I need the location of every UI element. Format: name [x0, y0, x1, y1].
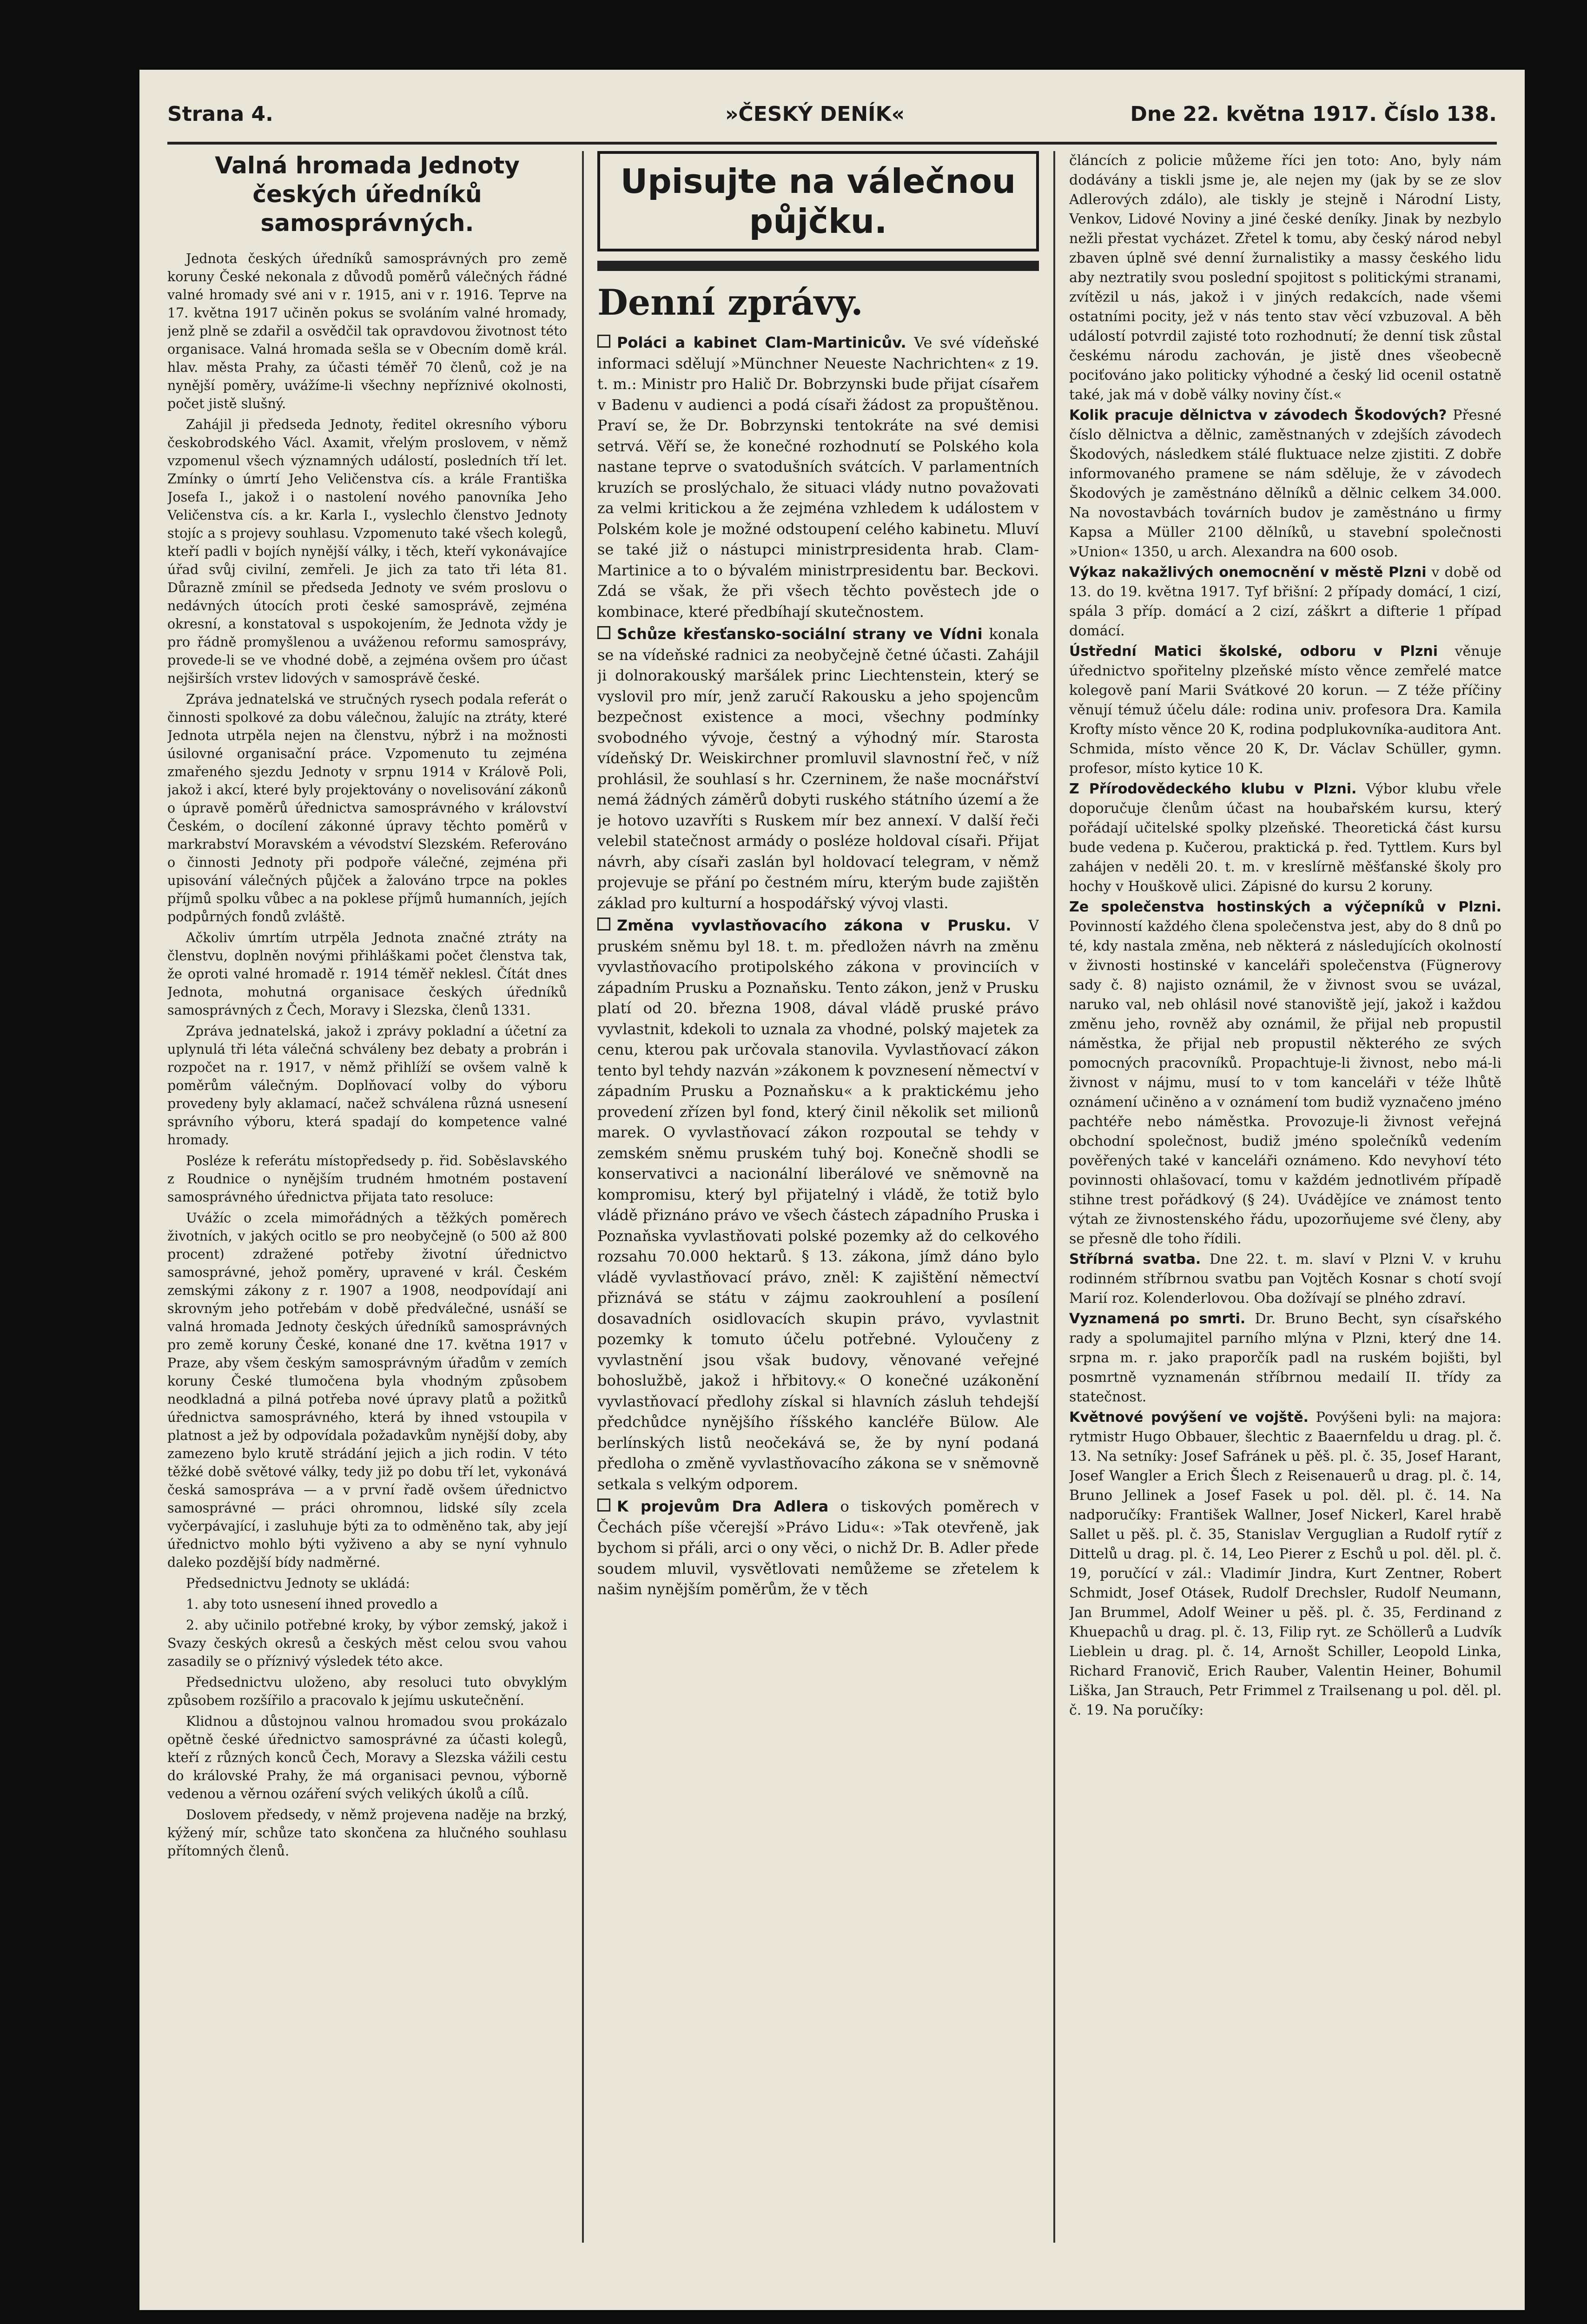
article-body: [167, 250, 567, 1860]
news-list: [597, 332, 1039, 1600]
war-loan-advert: Upisujte na válečnou půjčku.: [597, 151, 1039, 251]
article-paragraph: Předsednictvu Jednoty se ukládá:: [186, 1576, 410, 1591]
news-item: [597, 915, 1039, 1494]
news-item: [597, 1496, 1039, 1600]
article-paragraph: Předsednictvu uloženo, aby resoluci tuto obvyklým způsobem rozšířilo a pracovalo k jejímu uskutečnění.: [167, 1675, 567, 1708]
news-item-title: Poláci a kabinet Clam-Martinicův.: [617, 334, 906, 351]
news-item-text: Povinností každého člena společenstva jest, aby do 8 dnů po té, kdy nastala změna, neb některá z následujících okolností v živnosti hostinské v kanceláři společenstva (Fügnerovy sady č. 8) najisto oznámil, že v živnost svou se uvázal, naruko val, neb ohlásil nové stanoviště její, jakož i každou změnu jeho, rovněž aby oznámil, že přijal neb propustil náměstka, že přijal neb propustil některého ze svých pomocných pracovníků. Propachtuje-li živnost, nebo má-li živnost v nájmu, musí to v tom kanceláři v téže lhůtě oznámení učiněno a v oznámení tom budiž vyznačeno jméno pachtéře nebo náměstka. Provozuje-li živnost veřejná obchodní společnost, budiž jméno společníků vedením pověřených také v kanceláři oznámeno. Kdo nevyhoví této povinnosti ohlašovací, tomu v každém jednotlivém případě stihne trest pořádkový (§ 24). Uvádějíce ve známost tento výtah ze živnostenského řádu, upozorňujeme své členy, aby se přesně dle toho řídili.: [1069, 918, 1501, 1247]
issue-date: Dne 22. května 1917. Číslo 138.: [1130, 102, 1497, 126]
news-item: [597, 332, 1039, 622]
news-item-text: Ve své vídeňské informaci sdělují »Münchner Neueste Nachrichten« z 19. t. m.: Ministr pro Halič Dr. Bobrzynski bude přijat císařem v Badenu v audienci a podá císaři žádost za propuštěnou. Praví se, že Dr. Bobrzynski tentokráte na své demisi setrvá. Věří se, že konečné rozhodnutí se Polského kola nastane teprve o svatodušních svátcích. V parlamentních kruzích se proslýchalo, že situaci vlády nutno považovati za velmi kritickou a že zejména vzhledem k událostem v Polském kole je možné odstoupení celého kabinetu. Mluví se také již o nástupci ministrpresidenta hrab. Clam-Martinice a to o bývalém ministrpresidentu bar. Beckovi. Zdá se však, že při všech těchto pověstech jde o kombinace, které předbíhají skutečnostem.: [597, 334, 1039, 621]
news-item: [1069, 642, 1501, 779]
news-item-title: Z Přírodovědeckého klubu v Plzni.: [1069, 781, 1357, 797]
news-item-text: Povýšeni byli: na majora: rytmistr Hugo Obbauer, šlechtic z Baaernfeldu u drag. pl. č. 13. Na setníky: Josef Safránek u pěš. pl. č. 35, Josef Harant, Josef Wangler a Erich Šlech z Reisenauerů u drag. pl. č. 14, Bruno Jellinek a Josef Fasek u pol. děl. pl. č. 14. Na nadporučíky: František Wallner, Josef Nickerl, Karel hrabě Sallet u pěš. pl. č. 35, Stanislav Verguglian a Rudolf rytíř z Dittelů u drag. pl. č. 14, Leo Pierer z Eschů u pol. děl. pl. č. 19, poručící v zál.: Vladimír Jindra, Kurt Zentner, Robert Schmidt, Josef Otásek, Rudolf Drechsler, Rudolf Neumann, Jan Brummel, Adolf Weiner u pěš. pl. č. 35, Ferdinand z Khuepachů u drag. pl. č. 13, Filip ryt. ze Schöllerů a Ludvík Lieblein u drag. pl. č. 14, Arnošt Schiller, Leopold Linka, Richard Franovič, Erich Rauber, Valentin Heiner, Bohumil Liška, Jan Strauch, Petr Frimmel z Trailsenang u pol. děl. pl. č. 19. Na poručíky:: [1069, 1409, 1501, 1718]
page-number: Strana 4.: [167, 102, 273, 126]
news-item-text: Dne 22. t. m. slaví v Plzni V. v kruhu rodinném stříbrnou svatbu pan Vojtěch Kosnar s chotí svojí Marií roz. Kolenderlovou. Oba dožívají se plného zdraví.: [1069, 1251, 1501, 1307]
article-paragraph: Zahájil ji předseda Jednoty, ředitel okresního výboru českobrodského Václ. Axamit, vřelým proslovem, v němž vzpomenul všech významných událostí, posledních tří let. Zmínky o úmrtí Jeho Veličenstva cís. a krále Františka Josefa I., jakož i o nastolení nového panovníka Jeho Veličenstva cís. a kr. Karla I., vyslechlo členstvo Jednoty stojíc a s projevy souhlasu. Vzpomenuto také všech kolegů, kteří padli v bojích nynější války, i těch, kteří vykonávajíce úřad svůj civilní, zemřeli. Je jich za tato tři léta 81. Důrazně zmínil se předseda Jednoty ve svém proslovu o nedávných útocích proti české samosprávě, zejména okresní, a konstatoval s uspokojením, že Jednota vždy je pro řádně promyšlenou a uváženou reformu samosprávy, provede-li se ve vhodné době, a zejména ovšem pro účast nejširších vrstev lidových v samosprávě české.: [167, 417, 567, 686]
news-item-title: K projevům Dra Adlera: [617, 1498, 829, 1515]
article-paragraph: Doslovem předsedy, v němž projevena naděje na brzký, kýžený mír, schůze tato skončena za hlučného souhlasu přítomných členů.: [167, 1807, 567, 1859]
section-heading: Denní zprávy.: [597, 282, 863, 323]
column-3: [1069, 151, 1501, 2243]
news-item-text: věnuje úřednictvo spořitelny plzeňské místo věnce zemřelé matce kolegově paní Marii Svátkové 20 korun. — Z téže příčiny věnují témuž účelu dále: rodina univ. profesora Dra. Kamila Krofty místo věnce 20 K, rodina podplukovníka-auditora Ant. Schmida, místo věnce 20 K, Dr. Václav Schüller, gymn. profesor, místo kytice 10 K.: [1069, 643, 1501, 777]
news-item-text: konala se na vídeňské radnici za neobyčejně četné účasti. Zahájil ji dolnorakouský maršálek princ Liechtenstein, který se vyslovil pro mír, jenž zaručí Rakousku a jeho spojencům bezpečnost existence a moci, všechny podmínky svobodného vývoje, čestný a výhodný mír. Starosta vídeňský Dr. Weiskirchner promluvil slavnostní řeč, v níž prohlásil, že souhlasí s hr. Czerninem, že naše mocnářství nemá žádných záměrů dobyti ruského státního území a že je hotovo uzavříti s Ruskem mír bez annexí. V další řeči velebil statečnost armády o posléze holdoval císaři. Přijat návrh, aby císaři zaslán byl holdovací telegram, v němž projevuje se přání po čestném míru, kterým bude zajištěn základ pro kulturní a hospodářský vývoj vlasti.: [597, 625, 1039, 912]
column-1: [167, 151, 567, 2243]
news-item-title: Změna vyvlastňovacího zákona v Prusku.: [617, 917, 1012, 934]
article-paragraph: 2. aby učinilo potřebné kroky, by výbor zemský, jakož i Svazy českých okresů a českých měst celou svou vahou zasadily se o příznivý výsledek této akce.: [167, 1618, 567, 1669]
news-item-title: Květnové povýšení ve vojště.: [1069, 1409, 1309, 1426]
news-item: [1069, 151, 1501, 405]
news-item-text: Přesné číslo dělnictva a dělnic, zaměstnaných v zdejších závodech Škodových, následkem stálé fluktuace nelze zjistiti. Z dobře informovaného pramene se nám sděluje, že v závodech Škodových je zaměstnáno dělníků a dělnic celkem 34.000. Na novostavbách továrních budov je zaměstnáno u firmy Kapsa a Müller 2100 dělníků, u stavební společnosti »Union« 1350, u arch. Alexandra na 600 osob.: [1069, 407, 1501, 560]
newspaper-page: [139, 70, 1525, 2310]
news-item: [1069, 898, 1501, 1249]
news-item: [1069, 563, 1501, 641]
column-divider: [1053, 151, 1055, 2243]
column-2: [597, 151, 1039, 2243]
article-paragraph: Ačkoliv úmrtím utrpěla Jednota značné ztráty na členstvu, doplněn novými přihláškami počet členstva tak, že oproti valné hromadě r. 1914 téměř neklesl. Čítát dnes Jednota, mohutná organisace českých úředníků samosprávných z Čech, Moravy i Slezska, členů 1331.: [167, 930, 567, 1018]
article-paragraph: Klidnou a důstojnou valnou hromadou svou prokázalo opětně české úřednictvo samosprávné za účasti kolegů, kteří z různých konců Čech, Moravy a Slezska vážili cestu do královské Prahy, že má organisaci pevnou, výborně vedenou a věrnou ozáření svých velikých úkolů a cílů.: [167, 1714, 567, 1802]
news-item-text: článcích z policie můžeme říci jen toto: Ano, byly nám dodávány a tiskli jsme je, ale nejen my (jak by se ze slov Adlerových zdálo), ale tiskly je stejně i Národní Listy, Venkov, Lidové Noviny a jiné české deníky. Jinak by nezbylo nežli přestat vycházet. Zřetel k tomu, aby český národ nebyl zbaven úplně své denní žurnalistiky a massy českého lidu aby neztratily svou poslední spojitost s politickými stranami, zvítězil u nás, jakož i v jiných redakcích, nade všemi ostatními pocity, jež v nás tento stav věcí vzbuzoval. A běh událostí potvrdil zajisté toto rozhodnutí; že denní tisk zůstal českému národu zachován, je jistě dnes všeobecně pociťováno jako politicky výhodné a český lid ocenil ostatně také, jak má v době války noviny číst.«: [1069, 152, 1501, 403]
news-item-title: Stříbrná svatba.: [1069, 1251, 1201, 1268]
article-paragraph: Zpráva jednatelská, jakož i zprávy pokladní a účetní za uplynulá tři léta válečná schváleny bez debaty a probrán i rozpočet na r. 1917, v němž přihlíží se ovšem valně k poměrům válečným. Doplňovací volby do výboru provedeny byly aklamací, načež schválena různá usnesení správního výboru, která spadají do kompetence valné hromady.: [167, 1023, 567, 1148]
news-item: [1069, 1408, 1501, 1720]
news-item-title: Ústřední Matici školské, odboru v Plzni: [1069, 643, 1438, 660]
article-paragraph: Jednota českých úředníků samosprávných pro země koruny České nekonala z důvodů poměrů válečných řádné valné hromady své ani v r. 1915, ani v r. 1916. Teprve na 17. května 1917 učiněn pokus se svoláním valné hromady, jenž plně se zdařil a osvědčil tak opravdovou životnost této organisace. Valná hromada sešla se v Obecním domě král. hlav. města Prahy, za účasti téměř 70 členů, což je na nynější poměry, uvážíme-li všechny nepříznivé okolnosti, počet jistě slušný.: [167, 251, 567, 411]
square-bullet-icon: [597, 918, 610, 931]
news-item-title: Schůze křesťansko-sociální strany ve Vídni: [617, 625, 983, 643]
news-list: [1069, 151, 1501, 1720]
square-bullet-icon: [597, 1499, 610, 1512]
news-item-title: Kolik pracuje dělnictva v závodech Škodových?: [1069, 407, 1447, 423]
header-rule: [167, 142, 1497, 145]
article-paragraph: Zpráva jednatelská ve stručných rysech podala referát o činnosti spolkové za dobu válečnou, žalujíc na ztráty, které Jednota utrpěla nejen na členstvu, nýbrž i na možnosti úsilovné organisační práce. Vzpomenuto tu zejména zmařeného sjezdu Jednoty v srpnu 1914 v Králově Poli, jakož i akcí, které byly projektovány o novelisování zákonů o úpravě poměrů úřednictva samosprávného v království Českém, o docílení zákonné úpravy těchto poměrů v markrabství Moravském a vévodství Slezském. Referováno o činnosti Jednoty při podpoře válečné, zejména při upisování válečných půjček a žalováno trpce na pokles příjmů spolku vůbec a na poklese příjmů humanních, jejích podpůrných fondů zvláště.: [167, 692, 567, 924]
news-item-text: o tiskových poměrech v Čechách píše včerejší »Právo Lidu«: »Tak otevřeně, jak bychom si přáli, arci o ony věci, o nichž Dr. B. Adler přede soudem mluvil, vysvětlovati nemůžeme se zřetelem k našim nynějším poměrům, že v těch: [597, 1498, 1039, 1598]
article-paragraph: Uvážíc o zcela mimořádných a těžkých poměrech životních, v jakých ocitlo se pro neobyčejně (o 500 až 800 procent) zdražené potřeby životní úřednictvo samosprávné, jehož poměry, upravené v král. Českém zemskými zákony z r. 1907 a 1908, neodpovídají ani skrovným jeho potřebám v době předválečné, usnáší se valná hromada Jednoty českých úředníků samosprávných pro země koruny České, konané dne 17. května 1917 v Praze, aby všem českým samosprávným úřadům v zemích koruny České tlumočena byla vhodným způsobem neodkladná a pilná potřeba nové úpravy platů a požitků úřednictva samosprávného, která by ihned vstoupila v platnost a jež by odpovídala požadavkům nynější doby, aby zamezeno bylo krutě strádání jejich a jich rodin. V této těžké době světové války, tedy již po dobu tří let, vykonává česká samospráva — a v první řadě ovšem úřednictvo samosprávné — práci ohromnou, lidské síly zcela vyčerpávající, i zasluhuje býti za to odměněno tak, aby její úřednictvo mohlo býti vyživeno a aby se nyní vyhnulo daleko pozdější bídy nadměrné.: [167, 1210, 567, 1570]
news-item-title: Výkaz nakažlivých onemocnění v městě Plzni: [1069, 564, 1427, 581]
news-item: [1069, 1250, 1501, 1308]
news-item: [597, 624, 1039, 913]
news-item: [1069, 406, 1501, 562]
news-item-text: Dr. Bruno Becht, syn císařského rady a spolumajitel parního mlýna v Plzni, který dne 14. srpna m. r. jako praporčík padl na ruském bojišti, byl posmrtně vyznamenán stříbrnou medailí II. třídy za statečnost.: [1069, 1311, 1501, 1405]
news-item: [1069, 1309, 1501, 1407]
news-item-text: v době od 13. do 19. května 1917. Tyf břišní: 2 případy domácí, 1 cizí, spála 3 příp. domácí a 2 cizí, záškrt a difterie 1 případ domácí.: [1069, 564, 1501, 639]
page-header: [167, 102, 1497, 135]
article-paragraph: 1. aby toto usnesení ihned provedlo a: [186, 1597, 438, 1612]
square-bullet-icon: [597, 335, 610, 348]
news-item-title: Vyznamená po smrti.: [1069, 1311, 1246, 1327]
article-paragraph: Posléze k referátu místopředsedy p. řid. Soběslavského z Roudnice o nynějším trudném hmotném postavení samosprávného úřednictva přijata tato resoluce:: [167, 1153, 567, 1205]
news-item: [1069, 779, 1501, 897]
news-item-title: Ze společenstva hostinských a výčepníků v Plzni.: [1069, 899, 1501, 915]
column-divider: [582, 151, 584, 2243]
article-title: Valná hromada Jednoty českých úředníků samosprávných.: [215, 152, 520, 237]
section-bar: [597, 261, 1039, 271]
square-bullet-icon: [597, 626, 610, 639]
news-item-text: Výbor klubu vřele doporučuje členům účast na houbařském kursu, který pořádají učitelské spolky plzeňské. Theoretická část kursu bude vedena p. Kučerou, praktická p. řed. Tyttlem. Kurs byl zahájen v neděli 20. t. m. v kreslírně měšťanské školy pro hochy v Houškově ulici. Zápisné do kursu 2 koruny.: [1069, 781, 1501, 895]
news-item-text: V pruském sněmu byl 18. t. m. předložen návrh na změnu vyvlastňovacího protipolského zákona v provinciích v západním Prusku a Poznaňsku. Tento zákon, jenž v Prusku platí od 20. března 1908, dával vládě pruské právo vyvlastnit, kdekoli to uznala za vhodné, polský majetek za cenu, kterou pak určovala stanovila. Vyvlastňovací zákon tento byl tehdy nazván »zákonem k povznesení němectví v západním Prusku a Poznaňsku« a k praktickému jeho provedení zřízen byl fond, který činil několik set milionů marek. O vyvlastňovací zákon rozpoutal se tehdy v zemském sněmu pruském tuhý boj. Konečně shodli se konservativci a nacionální liberálové ve sněmovně na kompromisu, který byl přijatelný i vládě, že totiž bylo vládě přiznáno právo ve všech částech západního Pruska i Poznaňska vyvlastňovati polské pozemky až do celkového rozsahu 70.000 hektarů. § 13. zákona, jímž dáno bylo vládě vyvlastňovací právo, zněl: K zajištění němectví přiznává se státu v zájmu zaokrouhlení a posílení dosavadních osidlovacích skupin právo, vyvlastnit pozemky k tomuto účelu potřebné. Vyloučeny z vyvlastnění jsou však budovy, věnované veřejné bohoslužbě, jakož i hřbitovy.« O konečné uzákonění vyvlastňovací předlohy získal si hlavních zásluh tehdejší předchůdce nynějšího říšského kancléře Bülow. Ale berlínských listů neočekává se, že by nyní podaná předloha o změně vyvlastňovacího zákona se v sněmovně setkala s velkým odporem.: [597, 917, 1039, 1493]
newspaper-name: »ČESKÝ DENÍK«: [725, 102, 905, 126]
